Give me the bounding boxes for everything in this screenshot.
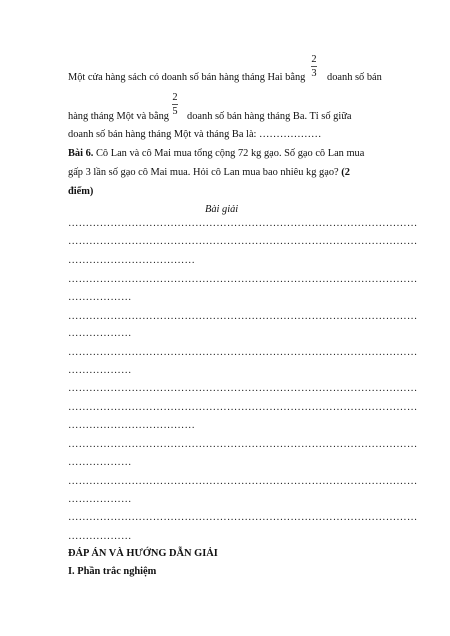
answer-line: ……………………………………………………………………………………… — [68, 274, 418, 285]
fraction-numerator: 2 — [311, 54, 317, 65]
problem5-line1-text: Một cửa hàng sách có doanh số bán hàng tháng Hai bằng — [68, 72, 306, 83]
problem6-label: Bài 6. — [68, 148, 94, 159]
answer-line: ……………… — [68, 365, 132, 376]
answer-line: ……………………………………………………………………………………… — [68, 218, 418, 229]
answer-line: ……………… — [68, 457, 132, 468]
answer-line: ……………… — [68, 494, 132, 505]
answer-line: ……………… — [68, 328, 132, 339]
fraction-two-fifths — [172, 92, 178, 117]
section-heading — [68, 565, 156, 578]
answer-line: ……………………………………………………………………………………… — [68, 236, 418, 247]
answer-line: ……………………………………………………………………………………… — [68, 512, 418, 523]
solution-heading-text: Bài giải — [205, 204, 239, 215]
problem5-line2-end — [187, 110, 351, 123]
answer-line: ……………………………………………………………………………………… — [68, 383, 418, 394]
fraction-denominator: 3 — [311, 68, 317, 79]
answer-line: ……………………………………………………………………………………… — [68, 439, 418, 450]
answer-line: ……………… — [68, 292, 132, 303]
answer-line: ……………………………………………………………………………………… — [68, 347, 418, 358]
answer-heading — [68, 547, 218, 560]
fraction-two-thirds — [311, 54, 317, 79]
problem6-points-end: điểm) — [68, 186, 94, 197]
problem5-line3-text: doanh số bán hàng tháng Một và tháng Ba là: ……………… — [68, 129, 322, 140]
fraction-bar — [172, 104, 178, 105]
problem5-line2-end-text: doanh số bán hàng tháng Ba. Tỉ số giữa — [187, 111, 352, 122]
problem5-line1-end-text: doanh số bán — [327, 72, 382, 83]
answer-line: ……………………………………………………………………………………… — [68, 476, 418, 487]
fraction-denominator: 5 — [172, 106, 178, 117]
section-heading-text: I. Phần trắc nghiệm — [68, 566, 157, 577]
fraction-bar — [311, 66, 317, 67]
answer-line: ……………………………… — [68, 255, 196, 266]
problem6-points: (2 — [341, 167, 350, 178]
problem6-line2-text: gấp 3 lần số gạo cô Mai mua. Hỏi cô Lan mua bao nhiêu kg gạo? — [68, 167, 342, 178]
answer-line: ……………… — [68, 531, 132, 542]
answer-line: ……………………………………………………………………………………… — [68, 402, 418, 413]
problem6-line1-text: Cô Lan và cô Mai mua tổng cộng 72 kg gạo. Số gạo cô Lan mua — [93, 148, 365, 159]
problem5-line1-end — [327, 71, 382, 84]
fraction-numerator: 2 — [172, 92, 178, 103]
problem5-line1 — [68, 71, 305, 84]
problem5-line3 — [68, 128, 321, 141]
problem5-line2-text: hàng tháng Một và bằng — [68, 111, 169, 122]
solution-heading — [205, 203, 238, 216]
problem6-line2 — [68, 166, 350, 179]
problem5-line2 — [68, 110, 169, 123]
problem6-line3 — [68, 185, 93, 198]
problem6-line1 — [68, 147, 364, 160]
answer-line: ……………………………………………………………………………………… — [68, 311, 418, 322]
answer-heading-text: ĐÁP ÁN VÀ HƯỚNG DẪN GIẢI — [68, 548, 218, 559]
answer-line: ……………………………… — [68, 420, 196, 431]
